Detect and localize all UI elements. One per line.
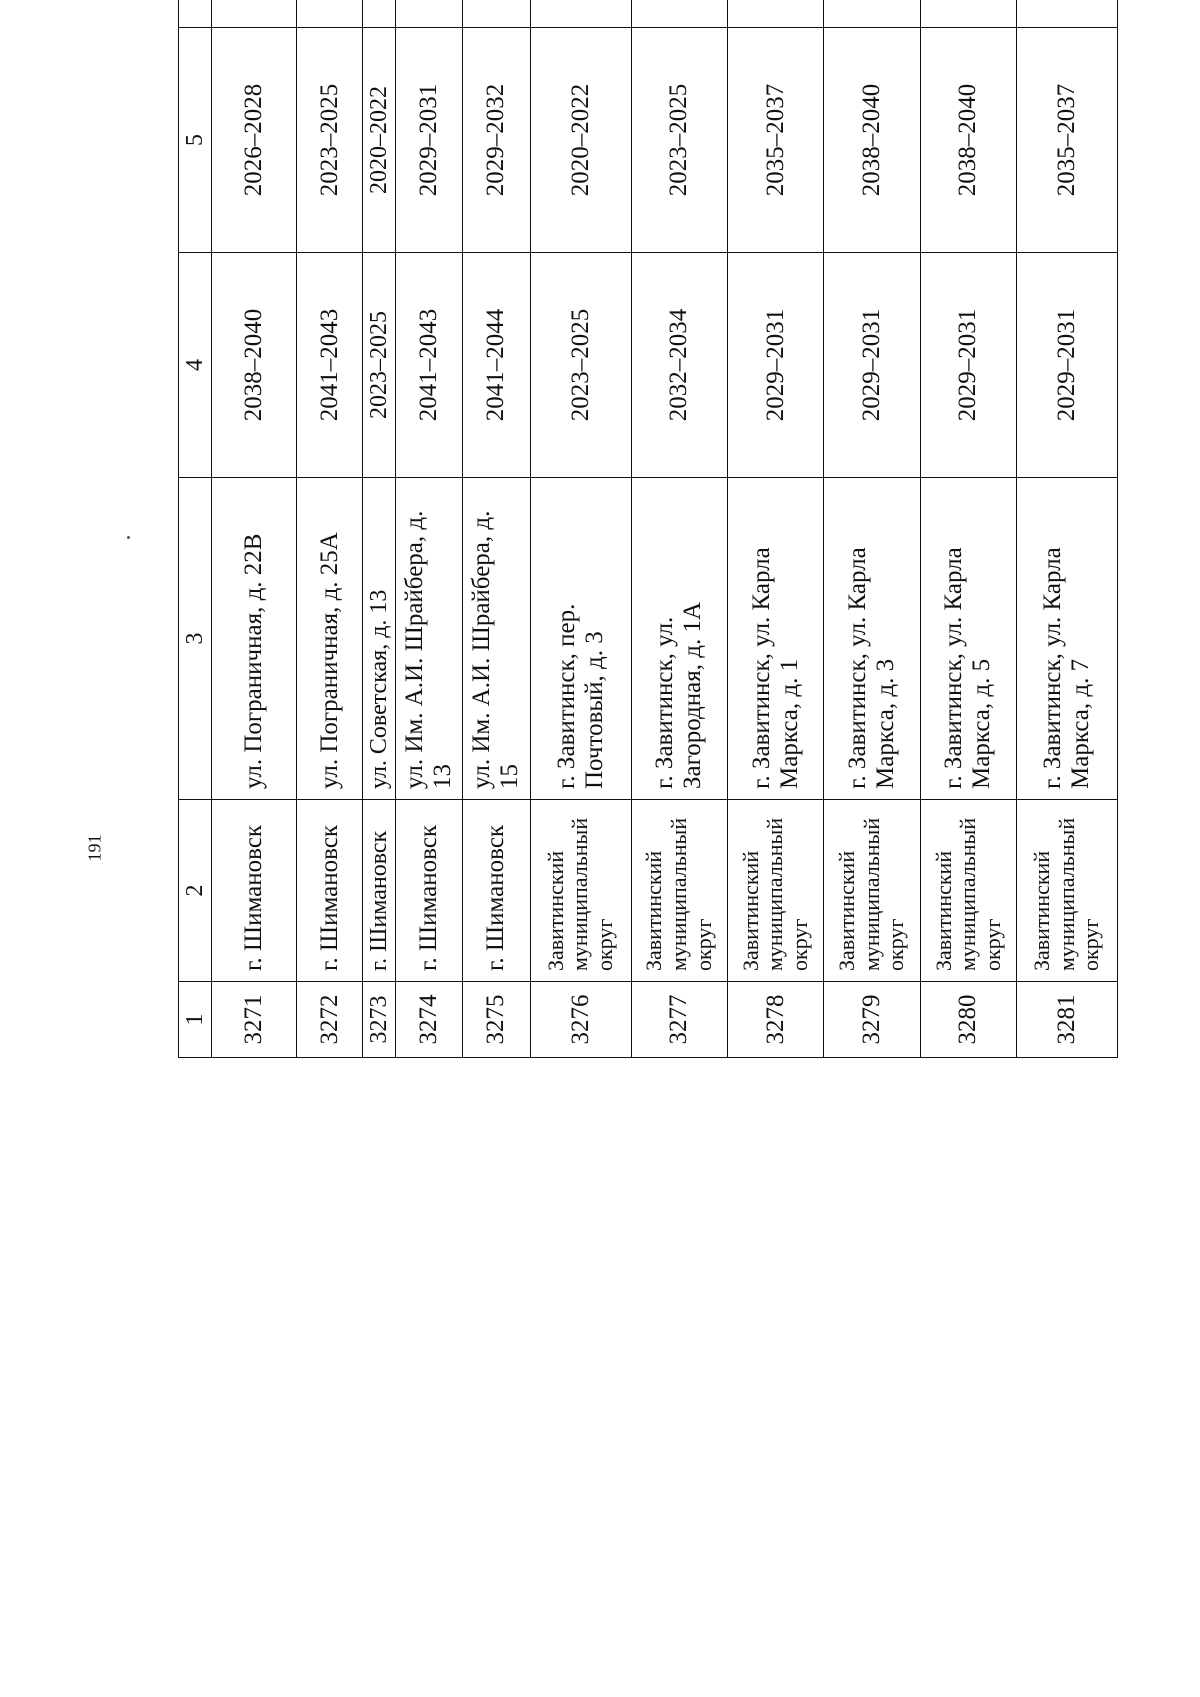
row-number-cell: 3279 [824, 982, 920, 1058]
year-range-cell: 2041–2043 [396, 253, 463, 478]
year-range-cell [363, 0, 396, 28]
year-range-cell: 2029–2031 [1017, 253, 1118, 478]
address-cell: г. Завитинск, ул. Карла Маркса, д. 7 [1017, 478, 1118, 800]
year-range-cell [727, 0, 823, 28]
year-range-cell [530, 0, 631, 28]
year-range-cell [1017, 0, 1118, 28]
municipality-cell: г. Шимановск [297, 800, 363, 982]
municipality-cell: Завитинский муниципальный округ [1017, 800, 1118, 982]
table-row [920, 0, 1016, 1058]
address-cell: ул. Советская, д. 13 [363, 478, 396, 800]
year-range-cell: 2029–2031 [396, 28, 463, 253]
municipality-cell: Завитинский муниципальный округ [631, 800, 727, 982]
column-header: 5 [179, 28, 212, 253]
municipality-cell: г. Шимановск [462, 800, 530, 982]
year-range-cell: 2020–2022 [530, 28, 631, 253]
address-cell: г. Завитинск, ул. Загородная, д. 1А [631, 478, 727, 800]
municipality-cell: г. Шимановск [363, 800, 396, 982]
year-range-cell: 2038–2040 [824, 28, 920, 253]
year-range-cell: 2029–2031 [727, 253, 823, 478]
column-header: 2 [179, 800, 212, 982]
year-range-cell [396, 0, 463, 28]
row-number-cell: 3275 [462, 982, 530, 1058]
table-row [396, 0, 463, 1058]
year-range-cell: 2038–2040 [920, 28, 1016, 253]
municipality-cell: г. Шимановск [212, 800, 297, 982]
row-number-cell: 3272 [297, 982, 363, 1058]
table-row [631, 0, 727, 1058]
header-row [179, 0, 212, 1058]
row-number-cell: 3271 [212, 982, 297, 1058]
year-range-cell [462, 0, 530, 28]
year-range-cell: 2029–2032 [462, 28, 530, 253]
address-cell: г. Завитинск, пер. Почтовый, д. 3 [530, 478, 631, 800]
table-row [297, 0, 363, 1058]
municipality-cell: Завитинский муниципальный округ [727, 800, 823, 982]
year-range-cell: 2035–2037 [727, 28, 823, 253]
year-range-cell: 2020–2022 [363, 28, 396, 253]
year-range-cell: 2041–2044 [462, 253, 530, 478]
table-row [363, 0, 396, 1058]
year-range-cell [212, 0, 297, 28]
year-range-cell: 2023–2025 [631, 28, 727, 253]
municipality-cell: Завитинский муниципальный округ [530, 800, 631, 982]
column-header: 4 [179, 253, 212, 478]
year-range-cell [297, 0, 363, 28]
table-wrapper [178, 83, 1118, 1596]
year-range-cell: 2038–2040 [212, 253, 297, 478]
page-number: 191 [84, 834, 105, 862]
row-number-cell: 3278 [727, 982, 823, 1058]
row-number-cell: 3280 [920, 982, 1016, 1058]
table-row [530, 0, 631, 1058]
table-row [212, 0, 297, 1058]
year-range-cell: 2029–2031 [824, 253, 920, 478]
column-header: 3 [179, 478, 212, 800]
column-header: 1 [179, 982, 212, 1058]
year-range-cell: 2023–2025 [363, 253, 396, 478]
row-number-cell: 3277 [631, 982, 727, 1058]
year-range-cell [920, 0, 1016, 28]
column-header [179, 0, 212, 28]
table-row [1017, 0, 1118, 1058]
year-range-cell: 2023–2025 [297, 28, 363, 253]
year-range-cell: 2041–2043 [297, 253, 363, 478]
address-cell: ул. Им. А.И. Шрайбера, д. 13 [396, 478, 463, 800]
address-cell: ул. Им. А.И. Шрайбера, д. 15 [462, 478, 530, 800]
year-range-cell: 2032–2034 [631, 253, 727, 478]
year-range-cell: 2029–2031 [920, 253, 1016, 478]
address-cell: г. Завитинск, ул. Карла Маркса, д. 3 [824, 478, 920, 800]
municipality-cell: г. Шимановск [396, 800, 463, 982]
table-header [179, 0, 212, 1058]
schedule-table [178, 0, 1118, 1058]
table-row [462, 0, 530, 1058]
row-number-cell: 3273 [363, 982, 396, 1058]
municipality-cell: Завитинский муниципальный округ [824, 800, 920, 982]
municipality-cell: Завитинский муниципальный округ [920, 800, 1016, 982]
year-range-cell [824, 0, 920, 28]
year-range-cell: 2026–2028 [212, 28, 297, 253]
year-range-cell: 2035–2037 [1017, 28, 1118, 253]
year-range-cell [631, 0, 727, 28]
row-number-cell: 3276 [530, 982, 631, 1058]
year-range-cell: 2023–2025 [530, 253, 631, 478]
table-row [727, 0, 823, 1058]
address-cell: г. Завитинск, ул. Карла Маркса, д. 5 [920, 478, 1016, 800]
table-row [824, 0, 920, 1058]
row-number-cell: 3274 [396, 982, 463, 1058]
scan-speck [127, 536, 130, 539]
address-cell: ул. Пограничная, д. 22В [212, 478, 297, 800]
address-cell: г. Завитинск, ул. Карла Маркса, д. 1 [727, 478, 823, 800]
row-number-cell: 3281 [1017, 982, 1118, 1058]
table-body [212, 0, 1118, 1058]
address-cell: ул. Пограничная, д. 25А [297, 478, 363, 800]
